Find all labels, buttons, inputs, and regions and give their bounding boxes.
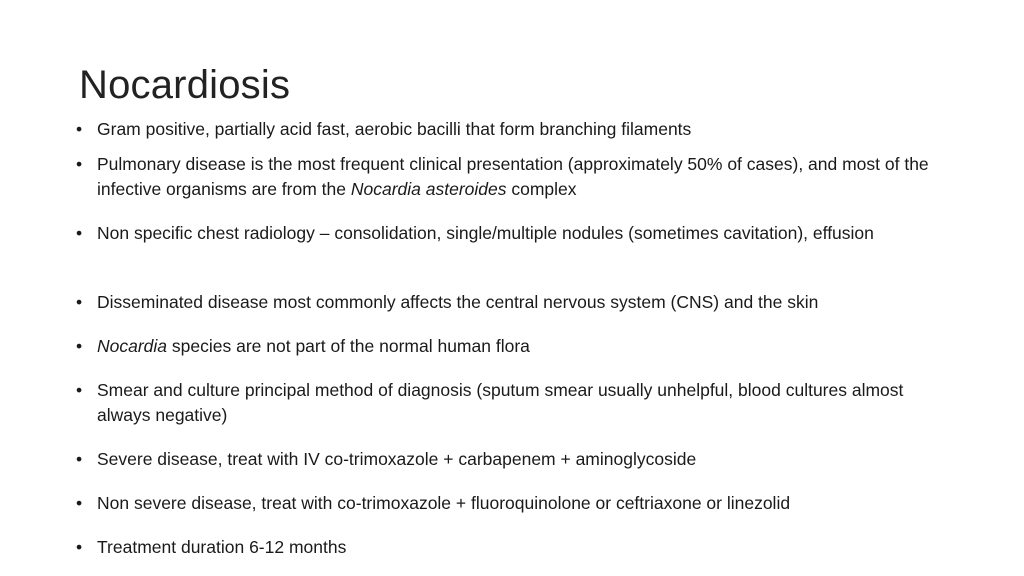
bullet-marker: • <box>76 449 83 469</box>
bullet-text-post: species are not part of the normal human flora <box>167 336 530 356</box>
bullet-text: Severe disease, treat with IV co-trimoxazole + carbapenem + aminoglycoside <box>97 449 697 469</box>
bullet-text-pre: Pulmonary disease is the most frequent clinical presentation (approximately 50% of cases), and most of the infective organisms are from the <box>97 154 929 199</box>
bullet-item <box>76 290 956 315</box>
bullet-marker: • <box>76 223 83 243</box>
bullet-text-italic: Nocardia <box>97 336 168 356</box>
bullet-text: Non specific chest radiology – consolidation, single/multiple nodules (sometimes cavitation), effusion <box>97 223 874 243</box>
bullet-item <box>76 221 956 246</box>
bullet-item <box>76 117 956 142</box>
bullet-item <box>76 152 956 202</box>
bullet-text-italic: Nocardia asteroides <box>350 179 507 199</box>
bullet-marker: • <box>76 154 83 174</box>
bullet-item <box>76 535 956 560</box>
bullet-marker: • <box>76 119 83 139</box>
bullet-text: Treatment duration 6-12 months <box>97 537 347 557</box>
bullet-text <box>97 334 956 359</box>
bullet-item <box>76 334 956 359</box>
bullet-marker: • <box>76 336 83 356</box>
bullet-marker: • <box>76 537 83 557</box>
bullet-text: Non severe disease, treat with co-trimoxazole + fluoroquinolone or ceftriaxone or linezolid <box>97 493 791 513</box>
bullet-text: Smear and culture principal method of diagnosis (sputum smear usually unhelpful, blood cultures almost always negative) <box>97 380 904 425</box>
bullet-marker: • <box>76 380 83 400</box>
bullet-item <box>76 491 956 516</box>
bullet-item <box>76 447 956 472</box>
bullet-item <box>76 378 956 428</box>
bullet-text: Disseminated disease most commonly affects the central nervous system (CNS) and the skin <box>97 292 819 312</box>
slide-title: Nocardiosis <box>79 63 291 107</box>
bullet-text: Gram positive, partially acid fast, aerobic bacilli that form branching filaments <box>97 119 692 139</box>
bullet-text <box>97 152 956 202</box>
bullet-text-post: complex <box>506 179 577 199</box>
bullet-marker: • <box>76 493 83 513</box>
bullet-marker: • <box>76 292 83 312</box>
